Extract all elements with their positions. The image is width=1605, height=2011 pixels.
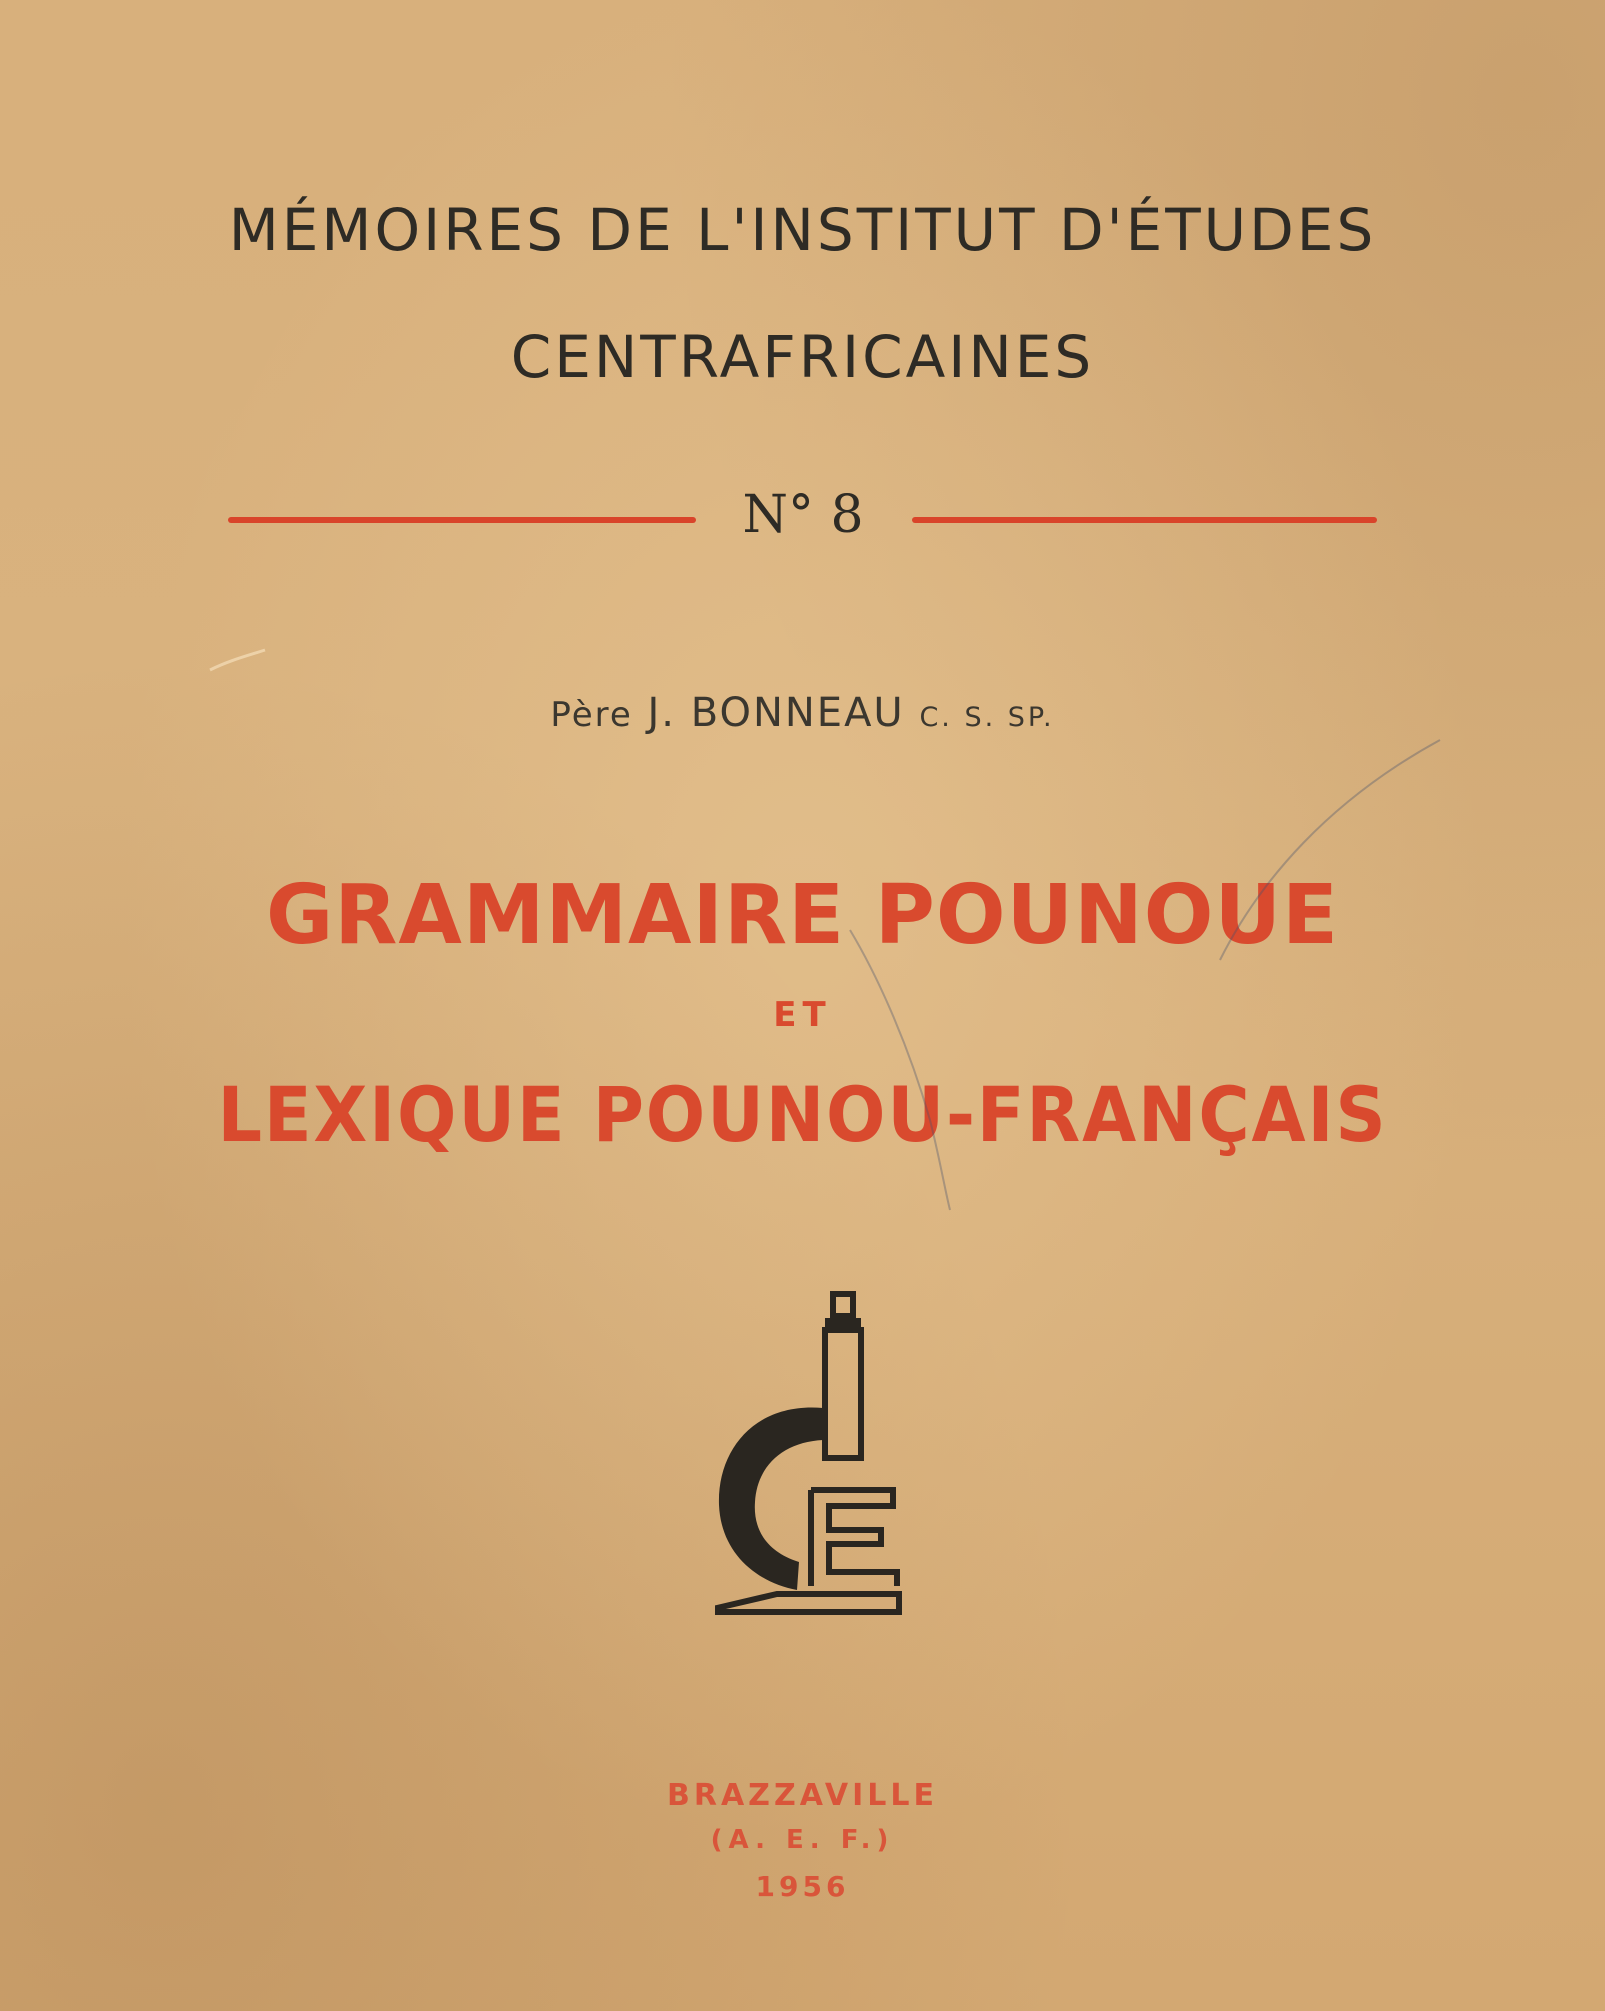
series-title-line-2: CENTRAFRICAINES: [510, 323, 1095, 391]
main-title: GRAMMAIRE POUNOUE: [265, 868, 1340, 963]
author-title: Père: [550, 695, 633, 735]
imprint-city: BRAZZAVILLE: [667, 1778, 938, 1813]
right-red-rule: [912, 517, 1377, 523]
author-name: J. BONNEAU: [647, 690, 905, 736]
subtitle: LEXIQUE POUNOU-FRANÇAIS: [217, 1070, 1388, 1159]
author-line: [0, 690, 1605, 736]
left-red-rule: [228, 517, 696, 523]
issue-number: N° 8: [742, 485, 864, 545]
imprint-region: (A. E. F.): [710, 1825, 895, 1855]
imprint-year: 1956: [755, 1870, 850, 1903]
issue-number-row: [0, 485, 1605, 555]
series-title-line-1: MÉMOIRES DE L'INSTITUT D'ÉTUDES: [228, 196, 1377, 264]
title-conjunction: ET: [773, 995, 832, 1035]
author-order: C. S. SP.: [919, 702, 1055, 733]
microscope-ce-emblem-icon: [715, 1290, 915, 1620]
